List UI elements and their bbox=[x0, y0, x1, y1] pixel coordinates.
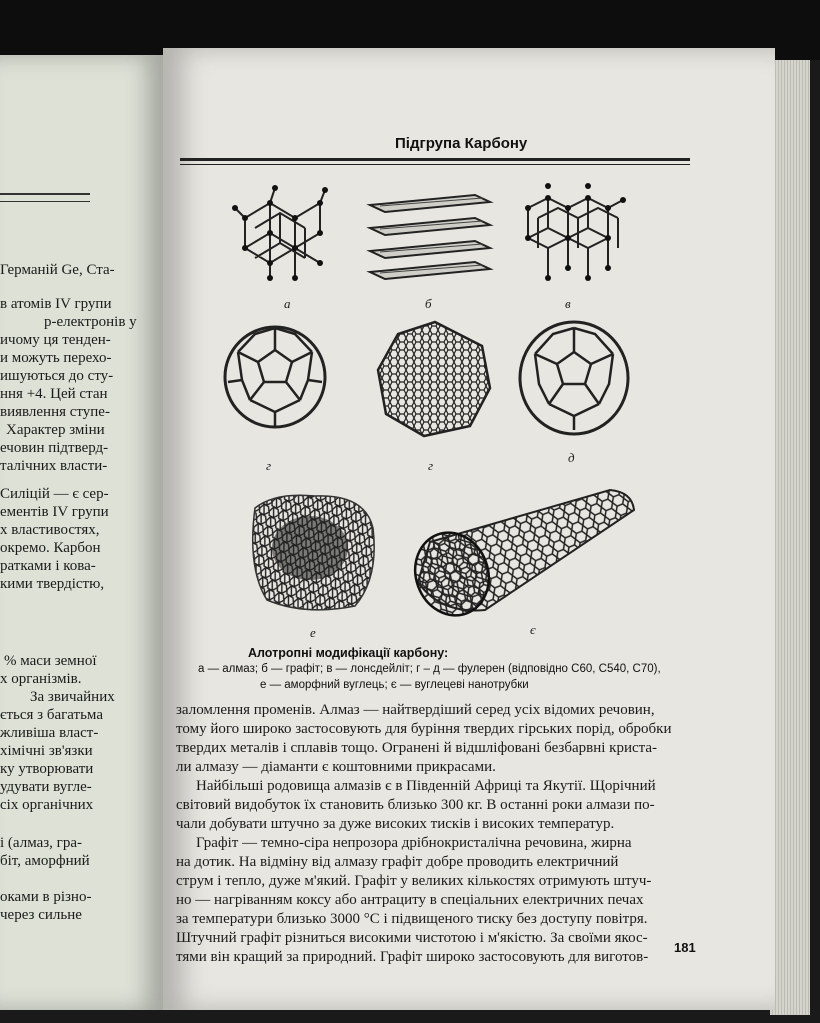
left-line: сіх органічних bbox=[0, 797, 94, 813]
left-line: ичому ця тенден- bbox=[0, 332, 111, 348]
body-text-line: струм і тепло, дуже м'який. Графіт у великих кількостях отримують штуч- bbox=[176, 873, 652, 889]
left-line: Германій Ge, Ста- bbox=[0, 262, 115, 278]
left-line: виявлення ступе- bbox=[0, 404, 110, 420]
figure-label-v: в bbox=[565, 296, 571, 311]
body-text-line: чали добувати штучно за дуже високих тисків і високих температур. bbox=[176, 816, 615, 832]
figure-label-g: г bbox=[266, 458, 272, 473]
figure-caption-line: а — алмаз; б — графіт; в — лонсдейліт; г – д — фулерен (відповідно C60, C540, C70), bbox=[198, 663, 661, 675]
left-line: ку утворювати bbox=[0, 761, 94, 777]
header-rule-thin bbox=[180, 164, 690, 165]
body-text-line: за температури близько 3000 °C і підвищеного тиску без доступу повітря. bbox=[176, 911, 648, 927]
nanotube-figure bbox=[410, 482, 640, 622]
left-line: хімічні зв'язки bbox=[0, 743, 93, 759]
header-rule bbox=[180, 158, 690, 161]
amorphous-carbon-figure bbox=[245, 488, 380, 616]
left-line: х властивостях, bbox=[0, 522, 100, 538]
left-line: За звичайних bbox=[30, 689, 115, 705]
fullerene-c70-figure bbox=[515, 318, 633, 438]
page-header: Підгрупа Карбону bbox=[395, 135, 528, 152]
body-text-line: тями він кращий за природний. Графіт широко застосовують для виготов- bbox=[176, 949, 649, 965]
left-line: удувати вугле- bbox=[0, 779, 92, 795]
figure-label-d: д bbox=[568, 450, 575, 465]
figure-label-a: а bbox=[284, 296, 291, 311]
left-line: х організмів. bbox=[0, 671, 82, 687]
left-line: і (алмаз, гра- bbox=[0, 835, 82, 851]
left-line: ратками і кова- bbox=[0, 558, 96, 574]
left-line: Силіцій — є сер- bbox=[0, 486, 109, 502]
left-line: кими твердістю, bbox=[0, 576, 105, 592]
diamond-lattice-figure bbox=[225, 178, 335, 293]
left-line: жливіша власт- bbox=[0, 725, 99, 741]
body-text-line: Штучний графіт різниться високими чистотою і м'якістю. За своїми якос- bbox=[176, 930, 648, 946]
left-line: Характер зміни bbox=[6, 422, 105, 438]
left-line: ється з багатьма bbox=[0, 707, 103, 723]
figure-caption-title: Алотропні модифікації карбону: bbox=[248, 646, 449, 660]
body-text-line: заломлення променів. Алмаз — найтвердіший серед усіх відомих речовин, bbox=[176, 702, 655, 718]
left-line: % маси земної bbox=[4, 653, 97, 669]
body-text-line: тому його широко застосовують для буріння твердих гірських порід, обробки bbox=[176, 721, 672, 737]
figure-label-gg: г bbox=[428, 458, 434, 473]
left-line: біт, аморфний bbox=[0, 853, 90, 869]
body-text-line: світовий видобуток їх становить близько 300 кг. В останні роки алмази по- bbox=[176, 797, 655, 813]
left-line: ечовин підтверд- bbox=[0, 440, 109, 456]
left-line: в атомів IV групи bbox=[0, 296, 112, 312]
left-line: оками в різно- bbox=[0, 889, 92, 905]
figure-caption-line: е — аморфний вуглець; є — вуглецеві нанотрубки bbox=[260, 679, 529, 691]
body-text-line: Графіт — темно-сіра непрозора дрібнокристалічна речовина, жирна bbox=[196, 835, 632, 851]
body-text-line: на дотик. На відміну від алмазу графіт добре проводить електричний bbox=[176, 854, 619, 870]
left-line: ементів IV групи bbox=[0, 504, 109, 520]
left-line: р-електронів у bbox=[44, 314, 137, 330]
figure-label-ye: є bbox=[530, 622, 536, 637]
page-edges bbox=[770, 60, 810, 1015]
body-text-line: Найбільші родовища алмазів є в Південній Африці та Якутії. Щорічний bbox=[196, 778, 656, 794]
left-page bbox=[0, 55, 165, 1010]
lonsdaleite-figure bbox=[518, 178, 633, 293]
fullerene-c540-figure bbox=[374, 318, 496, 440]
left-line: ишуються до сту- bbox=[0, 368, 114, 384]
left-line: окремо. Карбон bbox=[0, 540, 101, 556]
body-text-line: но — нагріванням коксу або антрациту в спеціальних електричних печах bbox=[176, 892, 644, 908]
body-text-line: ли алмазу — діаманти є коштовними прикрасами. bbox=[176, 759, 496, 775]
figure-label-b: б bbox=[425, 296, 432, 311]
left-line: талічних власти- bbox=[0, 458, 108, 474]
left-rule-thin bbox=[0, 201, 90, 202]
left-line: и можуть перехо- bbox=[0, 350, 112, 366]
figure-label-e: е bbox=[310, 625, 316, 640]
body-text-line: твердих металів і сплавів тощо. Огранені й відшліфовані безбарвні криста- bbox=[176, 740, 658, 756]
left-line: через сильне bbox=[0, 907, 82, 923]
left-line: ння +4. Цей стан bbox=[0, 386, 108, 402]
page-number: 181 bbox=[674, 940, 696, 955]
left-rule bbox=[0, 193, 90, 195]
fullerene-c60-figure bbox=[220, 320, 330, 435]
graphite-layers-figure bbox=[365, 190, 495, 280]
